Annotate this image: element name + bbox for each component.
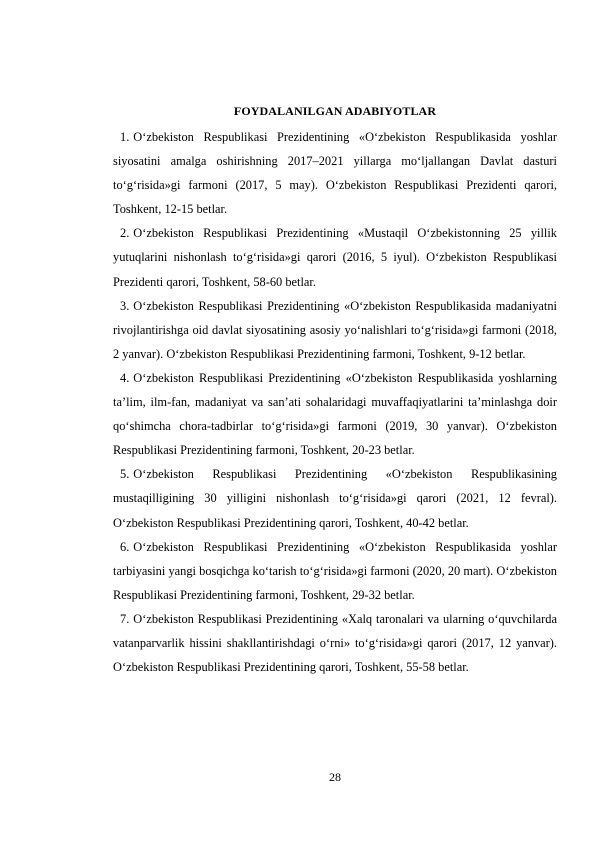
reference-text: O‘zbekiston Respublikasi Prezidentining «O‘zbekiston Respublikasida yoshlarning ta’lim, ilm-fan, madaniyat va san’ati sohalaridagi muvaffaqiyatlarini ta’minlashga doir qo‘shimcha chora-tadbirlar to‘g‘risida»gi farmoni (2019, 30 yanvar). O‘zbekiston Respublikasi Prezidentining farmoni, Toshkent, 20-23 betlar. bbox=[113, 370, 557, 458]
reference-item bbox=[113, 366, 557, 462]
reference-text: O‘zbekiston Respublikasi Prezidentining «O‘zbekiston Respublikasida yoshlar siyosatini amalga oshirishning 2017–2021 yillarga mo‘ljallangan Davlat dasturi to‘g‘risida»gi farmoni (2017, 5 may). O‘zbekiston Respublikasi Prezidenti qarori, Toshkent, 12-15 betlar. bbox=[113, 130, 557, 217]
reference-text: O‘zbekiston Respublikasi Prezidentining «O‘zbekiston Respublikasida yoshlar tarbiyasini yangi bosqichga ko‘tarish to‘g‘risida»gi farmoni (2020, 20 mart). O‘zbekiston Respublikasi Prezidentining farmoni, Toshkent, 29-32 betlar. bbox=[113, 539, 557, 602]
reference-list bbox=[113, 125, 557, 679]
reference-item bbox=[113, 462, 557, 534]
reference-text: O‘zbekiston Respublikasi Prezidentining «Mustaqil O‘zbekistonning 25 yillik yutuqlarini nishonlash to‘g‘risida»gi qarori (2016, 5 iyul). O‘zbekiston Respublikasi Prezidenti qarori, Toshkent, 58-60 betlar. bbox=[113, 226, 557, 289]
reference-number: 7. bbox=[120, 611, 130, 626]
reference-number: 2. bbox=[120, 226, 130, 241]
reference-text: O‘zbekiston Respublikasi Prezidentining «O‘zbekiston Respublikasining mustaqilligining 30 yilligini nishonlash to‘g‘risida»gi qarori (2021, 12 fevral). O‘zbekiston Respublikasi Prezidentining qarori, Toshkent, 40-42 betlar. bbox=[113, 467, 557, 530]
reference-item bbox=[113, 607, 557, 679]
page-number: 28 bbox=[329, 770, 341, 784]
reference-number: 5. bbox=[120, 467, 130, 482]
reference-number: 1. bbox=[120, 130, 130, 144]
reference-item bbox=[113, 294, 557, 366]
reference-number: 6. bbox=[120, 539, 130, 554]
reference-number: 4. bbox=[120, 370, 130, 385]
reference-text: O‘zbekiston Respublikasi Prezidentining «Xalq taronalari va ularning o‘quvchilarda vatanparvarlik hissini shakllantirishdagi o‘rni» to‘g‘risida»gi qarori (2017, 12 yanvar). O‘zbekiston Respublikasi Prezidentining qarori, Toshkent, 55-58 betlar. bbox=[113, 611, 557, 675]
section-title: FOYDALANILGAN ADABIYOTLAR bbox=[233, 104, 437, 118]
reference-number: 3. bbox=[120, 298, 130, 313]
reference-item bbox=[113, 535, 557, 607]
reference-item bbox=[113, 221, 557, 293]
reference-item bbox=[113, 125, 557, 221]
reference-text: O‘zbekiston Respublikasi Prezidentining «O‘zbekiston Respublikasida madaniyatni rivojlantirishga oid davlat siyosatining asosiy yo‘nalishlari to‘g‘risida»gi farmoni (2018, 2 yanvar). O‘zbekiston Respublikasi Prezidentining farmoni, Toshkent, 9-12 betlar. bbox=[113, 298, 557, 361]
